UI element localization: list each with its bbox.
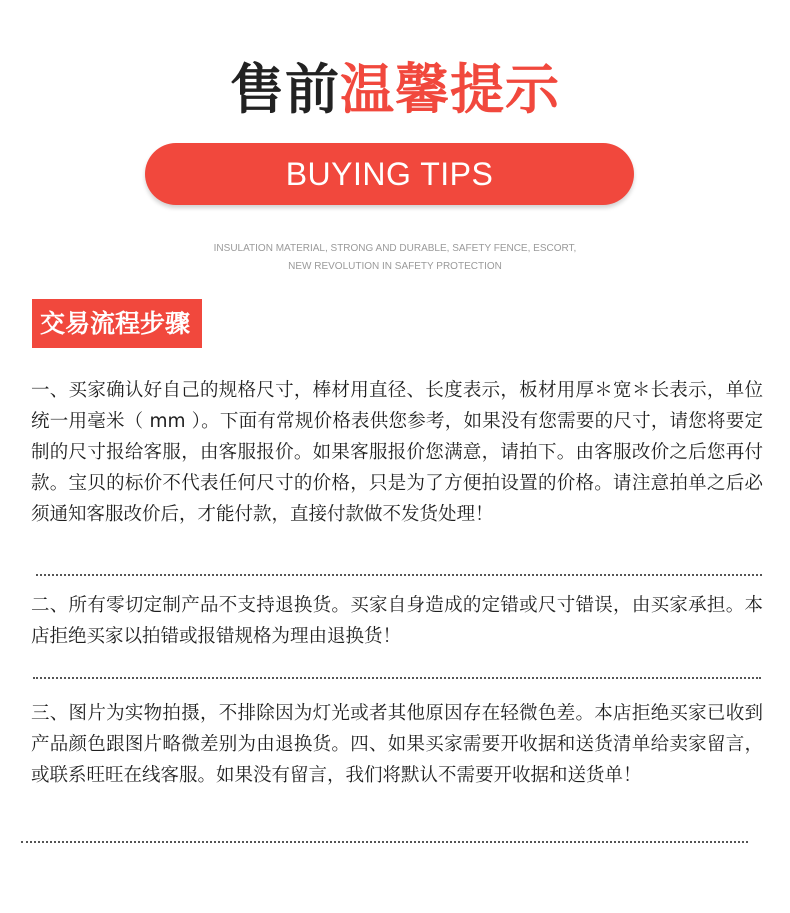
title-dark-part: 售前 — [230, 58, 340, 121]
dotted-divider-2 — [33, 677, 761, 679]
paragraph-2: 二、所有零切定制产品不支持退换货。买家自身造成的定错或尺寸错误，由买家承担。本店拒绝买家以拍错或报错规格为理由退换货！ — [31, 595, 763, 647]
subtitle-line-1: INSULATION MATERIAL, STRONG AND DURABLE, SAFETY FENCE, ESCORT, — [213, 243, 577, 254]
section-heading-trade-process: 交易流程步骤 — [32, 299, 202, 348]
dotted-divider-3 — [21, 841, 748, 843]
page-title — [0, 52, 790, 128]
paragraph-3: 三、图片为实物拍摄，不排除因为灯光或者其他原因存在轻微色差。本店拒绝买家已收到产品颜色跟图片略微差别为由退换货。四、如果买家需要开收据和送货清单给卖家留言，或联系旺旺在线客服。如果没有留言，我们将默认不需要开收据和送货单！ — [31, 703, 763, 786]
paragraph-1: 一、买家确认好自己的规格尺寸，棒材用直径、长度表示，板材用厚＊宽＊长表示，单位统一用毫米（ mm ）。下面有常规价格表供您参考，如果没有您需要的尺寸，请您将要定制的尺寸报给客服，由客服报价。如果客服报价您满意，请拍下。由客服改价之后您再付款。宝贝的标价不代表任何尺寸的价格，只是为了方便拍设置的价格。请注意拍单之后必须通知客服改价后，才能付款，直接付款做不发货处理！ — [31, 380, 763, 525]
subtitle-line-2: NEW REVOLUTION IN SAFETY PROTECTION — [288, 261, 502, 272]
dotted-divider-1 — [36, 574, 762, 576]
title-red-part: 温馨提示 — [340, 58, 560, 121]
subtitle-text — [0, 240, 790, 276]
buying-tips-banner: BUYING TIPS — [145, 143, 634, 205]
